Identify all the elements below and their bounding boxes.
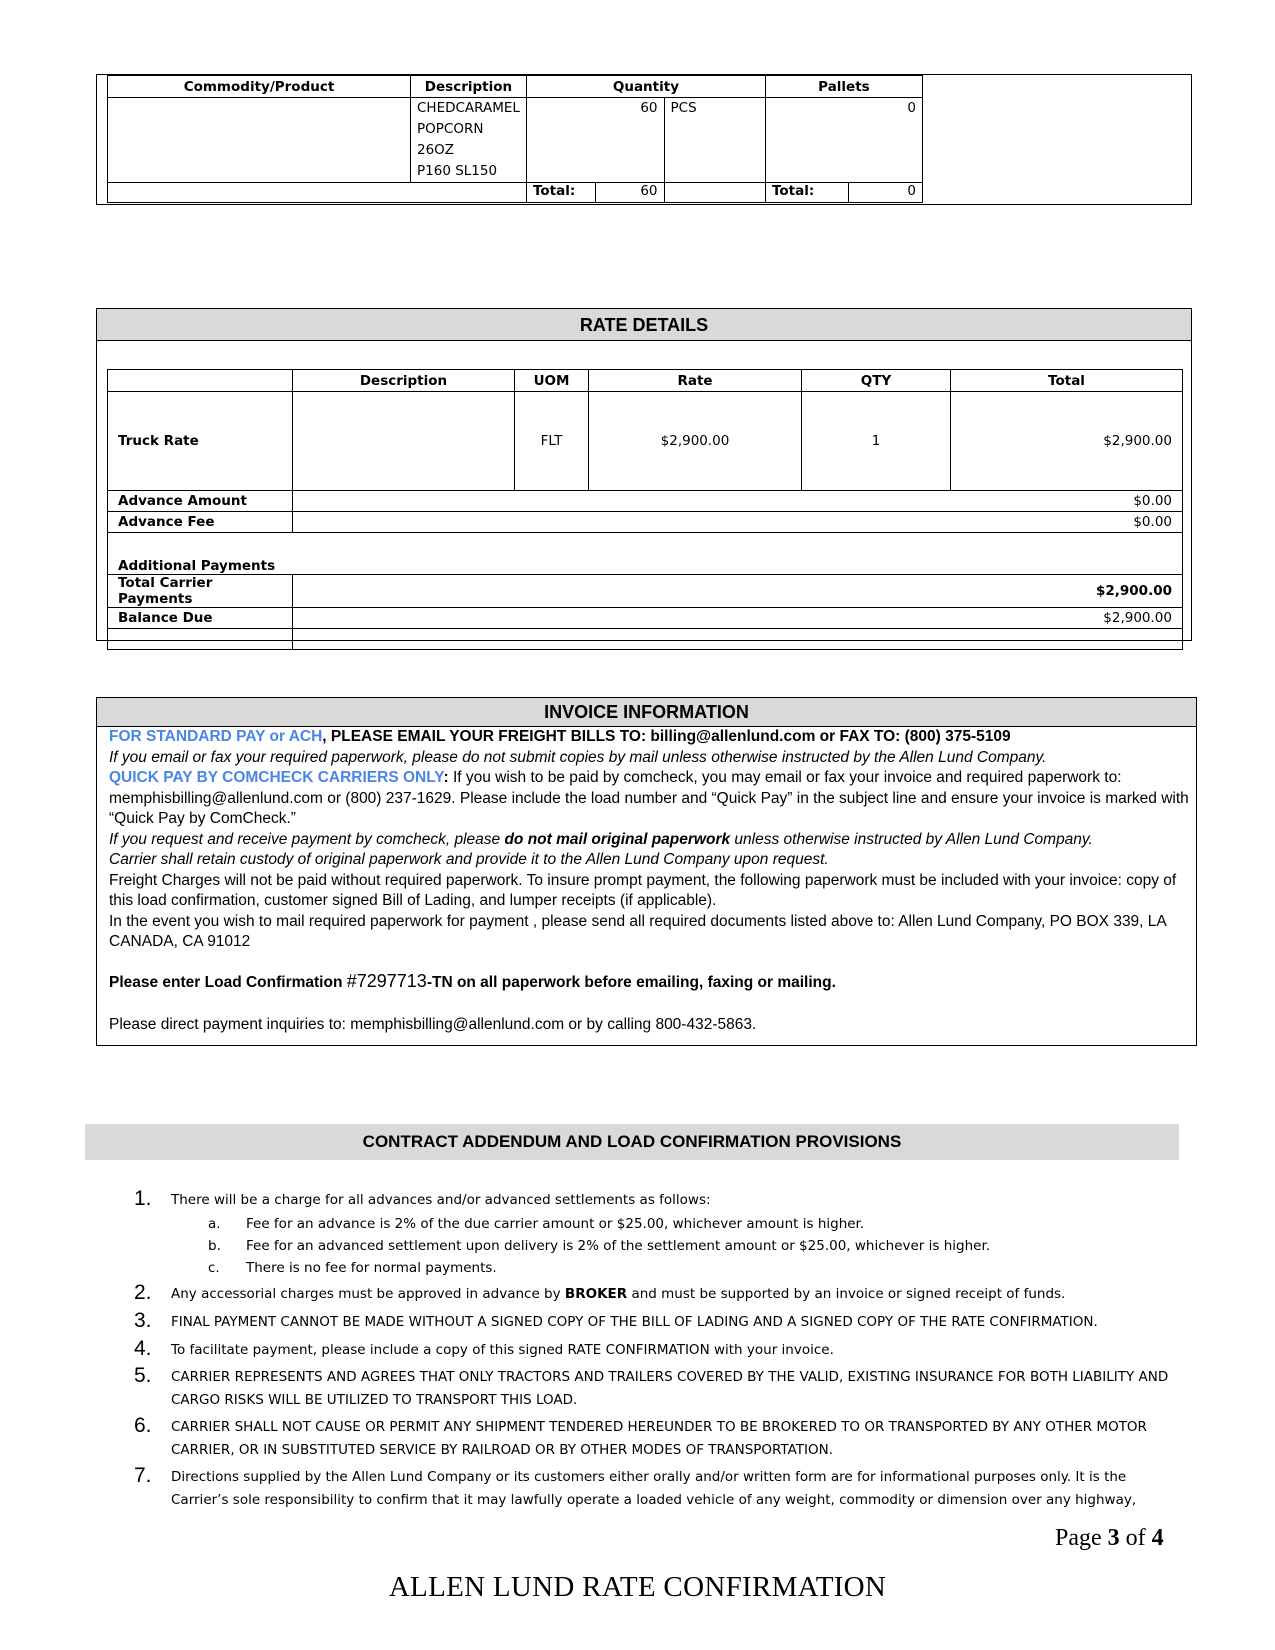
advance-fee-label: Advance Fee — [108, 512, 293, 533]
additional-payments-row — [108, 533, 1183, 575]
provision-number: 5. — [134, 1364, 152, 1387]
broker-bold: BROKER — [564, 1286, 628, 1302]
truck-rate-total: $2,900.00 — [951, 392, 1183, 491]
truck-rate-uom: FLT — [515, 392, 589, 491]
sub-item-text: There is no fee for normal payments. — [246, 1260, 497, 1276]
commodity-header-row — [108, 76, 923, 98]
sub-item-letter: c. — [208, 1260, 220, 1276]
quantity-value: 60 — [526, 98, 664, 183]
advance-amount-value: $0.00 — [293, 491, 1183, 512]
provision-number: 4. — [134, 1337, 152, 1360]
blank-cell — [293, 629, 1183, 650]
advance-fee-value: $0.00 — [293, 512, 1183, 533]
blank-row — [108, 629, 1183, 650]
truck-rate-rate: $2,900.00 — [589, 392, 802, 491]
pallets-value: 0 — [765, 98, 922, 183]
provision-text: To facilitate payment, please include a copy of this signed RATE CONFIRMATION with your invoice. — [171, 1342, 834, 1358]
provision-number: 6. — [134, 1414, 152, 1437]
page-current: 3 — [1107, 1525, 1120, 1551]
page-total: 4 — [1151, 1525, 1164, 1551]
provision-text-part: Any accessorial charges must be approved in advance by — [171, 1286, 565, 1302]
rate-col-total: Total — [951, 370, 1183, 392]
commodity-total-row — [108, 183, 923, 203]
rate-details-title: RATE DETAILS — [97, 309, 1191, 341]
provision-text: Carrier’s sole responsibility to confirm that it may lawfully operate a loaded vehicle of any weight, commodity or dimension over any highway, — [171, 1492, 1137, 1508]
col-commodity-product: Commodity/Product — [108, 76, 411, 98]
description-line: POPCORN 26OZ — [417, 121, 484, 158]
blank-cell — [108, 629, 293, 650]
sub-item-text: Fee for an advanced settlement upon delivery is 2% of the settlement amount or $25.00, whichever is higher. — [246, 1238, 991, 1254]
advance-amount-label: Advance Amount — [108, 491, 293, 512]
provision-text: CARRIER, OR IN SUBSTITUTED SERVICE BY RAILROAD OR BY OTHER MODES OF TRANSPORTATION. — [171, 1442, 834, 1458]
payment-inquiries: Please direct payment inquiries to: memphisbilling@allenlund.com or by calling 800-432-5863. — [109, 1016, 757, 1033]
total-carrier-payments-row — [108, 575, 1183, 608]
provision-number: 3. — [134, 1309, 152, 1332]
total-carrier-payments-value: $2,900.00 — [293, 575, 1183, 608]
custody-note: Carrier shall retain custody of original paperwork and provide it to the Allen Lund Company upon request. — [109, 851, 829, 868]
provision-text: CARRIER REPRESENTS AND AGREES THAT ONLY TRACTORS AND TRAILERS COVERED BY THE VALID, EXISTING INSURANCE FOR BOTH LIABILITY AND — [171, 1369, 1169, 1385]
additional-payments-label: Additional Payments — [108, 533, 1183, 575]
freight-charges-paragraph: Freight Charges will not be paid without required paperwork. To insure prompt payment, the following paperwork must be included with your invoice: copy of this load confirmation, customer signed Bill of Lading, and lumper receipts (if applicable). — [109, 871, 1177, 909]
standard-pay-text: , PLEASE EMAIL YOUR FREIGHT BILLS TO: billing@allenlund.com or FAX TO: (800) 375-5109 — [322, 728, 1011, 745]
balance-due-label: Balance Due — [108, 608, 293, 629]
col-quantity: Quantity — [526, 76, 765, 98]
provision-text — [171, 1283, 1171, 1306]
invoice-information-section — [96, 697, 1197, 1046]
confirmation-prefix: Please enter Load Confirmation — [109, 973, 347, 991]
quick-pay-text: If you wish to be paid by comcheck, you may email or fax your invoice and required paperwork to: memphisbilling@allenlund.com or (800) 237-1629. Please include the load number and “Quick Pay” in the subject line and ensure your invoice is marked with “Quick Pay by ComCheck.” — [109, 769, 1189, 827]
rate-col-uom: UOM — [515, 370, 589, 392]
provision-text: FINAL PAYMENT CANNOT BE MADE WITHOUT A SIGNED COPY OF THE BILL OF LADING AND A SIGNED COPY OF THE RATE CONFIRMATION. — [171, 1314, 1098, 1330]
advance-fee-row — [108, 512, 1183, 533]
invoice-body — [109, 727, 1189, 1036]
description-line: P160 SL150 — [417, 163, 498, 179]
confirmation-suffix: -TN on all paperwork before emailing, faxing or mailing. — [426, 973, 836, 991]
comcheck-note-bold: do not mail original paperwork — [504, 830, 731, 848]
provision-text: There will be a charge for all advances and/or advanced settlements as follows: — [171, 1192, 711, 1208]
standard-pay-line — [109, 727, 1189, 748]
mail-paragraph: In the event you wish to mail required paperwork for payment , please send all required documents listed above to: Allen Lund Company, PO BOX 339, LA CANADA, CA 91012 — [109, 912, 1166, 950]
rate-header-row — [108, 370, 1183, 392]
rate-col-qty: QTY — [802, 370, 951, 392]
confirmation-number: 7297713 — [356, 970, 427, 991]
balance-due-value: $2,900.00 — [293, 608, 1183, 629]
total-carrier-payments-label: Total Carrier Payments — [108, 575, 293, 608]
commodity-product-cell — [108, 98, 411, 183]
provision-text: CARRIER SHALL NOT CAUSE OR PERMIT ANY SHIPMENT TENDERED HEREUNDER TO BE BROKERED TO OR TRANSPORTED BY ANY OTHER MOTOR — [171, 1419, 1147, 1435]
quantity-total-blank — [664, 183, 765, 203]
quantity-total-value: 60 — [596, 183, 664, 203]
advance-amount-row — [108, 491, 1183, 512]
quantity-total-label: Total: — [526, 183, 595, 203]
rate-details-table — [107, 369, 1183, 650]
quantity-unit: PCS — [664, 98, 765, 183]
document-footer-title: ALLEN LUND RATE CONFIRMATION — [388, 1571, 887, 1603]
col-pallets: Pallets — [765, 76, 922, 98]
pallets-total-label: Total: — [765, 183, 848, 203]
rate-details-section — [96, 308, 1192, 641]
comcheck-note-a: If you request and receive payment by comcheck, please — [109, 830, 505, 848]
provision-number: 1. — [134, 1187, 152, 1210]
comcheck-note-b: unless otherwise instructed by Allen Lund Company. — [730, 830, 1093, 848]
sub-item-letter: a. — [208, 1216, 221, 1232]
provision-number: 2. — [134, 1281, 152, 1304]
commodity-description-cell — [411, 98, 527, 183]
commodity-item-row — [108, 98, 923, 183]
quick-pay-colon: : — [443, 769, 449, 786]
provision-number: 7. — [134, 1464, 152, 1487]
balance-due-row — [108, 608, 1183, 629]
rate-col-rate: Rate — [589, 370, 802, 392]
comcheck-note — [109, 830, 1189, 851]
col-description: Description — [411, 76, 527, 98]
pallets-total-value: 0 — [848, 183, 922, 203]
confirmation-hash: # — [346, 970, 357, 991]
sub-item-text: Fee for an advance is 2% of the due carrier amount or $25.00, whichever amount is higher. — [246, 1216, 865, 1232]
page-of: of — [1119, 1525, 1152, 1551]
description-line: CHEDCARAMEL — [417, 100, 520, 116]
page-indicator — [1055, 1525, 1164, 1552]
invoice-information-title: INVOICE INFORMATION — [97, 698, 1196, 727]
provision-text: Directions supplied by the Allen Lund Company or its customers either orally and/or written form are for informational purposes only. It is the — [171, 1469, 1127, 1485]
truck-rate-label: Truck Rate — [108, 392, 293, 491]
rate-col-description: Description — [293, 370, 515, 392]
quick-pay-lead: QUICK PAY BY COMCHECK CARRIERS ONLY — [109, 769, 444, 786]
email-fax-note: If you email or fax your required paperwork, please do not submit copies by mail unless otherwise instructed by the Allen Lund Company. — [109, 748, 1047, 766]
quick-pay-paragraph — [109, 768, 1189, 830]
truck-rate-row — [108, 392, 1183, 491]
truck-rate-description — [293, 392, 515, 491]
rate-col-blank — [108, 370, 293, 392]
confirmation-line — [109, 971, 1189, 994]
standard-pay-lead: FOR STANDARD PAY or ACH — [109, 728, 323, 745]
truck-rate-qty: 1 — [802, 392, 951, 491]
commodity-table — [107, 75, 923, 203]
provision-text-part: and must be supported by an invoice or signed receipt of funds. — [627, 1286, 1066, 1302]
sub-item-letter: b. — [208, 1238, 221, 1254]
total-row-spacer — [108, 183, 527, 203]
provision-text: CARGO RISKS WILL BE UTILIZED TO TRANSPORT THIS LOAD. — [171, 1392, 578, 1408]
page-prefix: Page — [1055, 1525, 1108, 1551]
contract-addendum-title: CONTRACT ADDENDUM AND LOAD CONFIRMATION PROVISIONS — [85, 1124, 1179, 1160]
commodity-section — [96, 74, 1192, 205]
